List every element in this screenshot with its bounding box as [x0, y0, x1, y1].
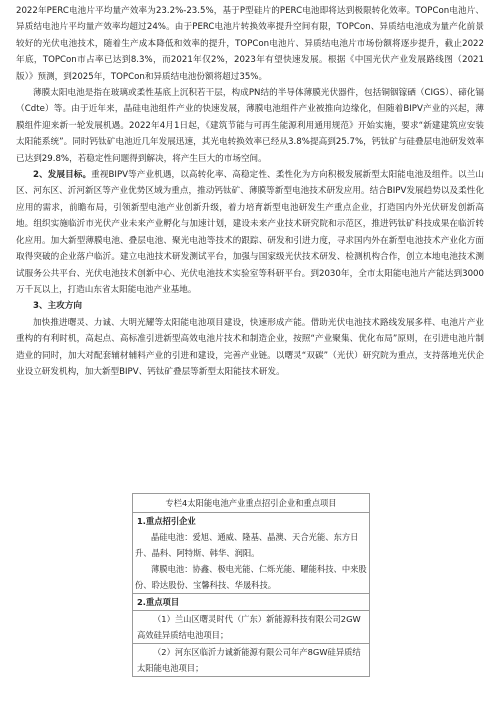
goals-text: 重视BIPV等产业机遇，以高转化率、高稳定性、柔性化为方向积极发展新型太阳能电池及组件。以兰山区、河东区、沂河新区等产业优势区域为重点，推动钙钛矿、薄膜等新型电池技术研发应用。结合BIPV发展趋势以及柔性化应用的需求，前瞻布局，引领新型电池产业创新升级，着力培育新型电池研发生产重点企业，打造国内外光伏研发创新高地。组织实施临沂市光伏产业未来产业孵化与加速计划，建设未来产业技术研究院和示范区，推进钙钛矿科技成果在临沂转化应用。加大新型薄膜电池、叠层电池、聚光电池等技术的跟踪、研发和引进力度，寻求国内外在新型电池技术产业化方面取得突破的企业落户临沂。建立电池技术研发测试平台，加强与国家级光伏技术研发、检测机构合作，创立本地电池技术测试服务公共平台、光伏电池技术创新中心、光伏电池技术实验室等科研平台。到2030年，全市太阳能电池片产能达到3000万千瓦以上，打造山东省太阳能电池产业基地。: [16, 170, 484, 295]
crystalline-enterprises: 晶硅电池：爱旭、通威、隆基、晶澳、天合光能、东方日升、晶科、阿特斯、韩华、润阳。: [135, 532, 359, 558]
box-title: 专栏4太阳能电池产业重点招引企业和重点项目: [133, 494, 369, 513]
heading-main-direction: 3、主攻方向: [33, 301, 82, 312]
project-item-1: （1）兰山区曙灵时代（广东）新能源科技有限公司2GW高效硅异质结电池项目；: [133, 610, 369, 643]
paragraph-main-direction: 加快推进曙灵、力诚、大明光耀等太阳能电池项目建设，快速形成产能。借助光伏电池技术路线发展多样、电池片产业重构的有利时机，高起点、高标准引进新型高效电池片技术和制造企业，按照“产业聚集、优化布局”原则，在引进电池片制造业的同时，加大对配套辅材辅料产业的引进和建设，完善产业链。以曙灵“双碳”（光伏）研究院为重点，支持落地光伏企业设立研发机构，加大新型BIPV、钙钛矿叠层等新型太阳能技术研发。: [16, 317, 484, 377]
column-box: [132, 493, 370, 677]
section-key-projects: 2.重点项目: [133, 593, 369, 610]
paragraph-development-goals: [16, 167, 484, 298]
project-item-2: （2）河东区临沂力诚新能源有限公司年产8GW硅异质结太阳能电池项目；: [133, 643, 369, 676]
goals-heading: 2、发展目标。: [33, 170, 92, 181]
section-key-enterprises: 1.重点招引企业: [137, 516, 196, 526]
paragraph-thin-film: 薄膜太阳电池是指在玻璃或柔性基底上沉积若干层，构成PN结的半导体薄膜光伏器件，包括铜铟镓硒（CIGS）、碲化镉（Cdte）等。由于近年来，晶硅电池组件产业的快速发展，薄膜电池组件产业被推向边缘化，但随着BIPV产业的兴起，薄膜组件迎来新一轮发展机遇。2022年4月1日起，《建筑节能与可再生能源利用通用规范》开始实施，要求“新建建筑应安装太阳能系统”。同时钙钛矿电池近几年发展迅速，其光电转换效率已经从3.8%提高到25.7%，钙钛矿与硅叠层电池研发效率已达到29.8%，若稳定性问题得到解决，将产生巨大的市场空间。: [16, 88, 484, 164]
box-body: [133, 513, 369, 676]
thinfilm-enterprises: 薄膜电池：协鑫、极电光能、仁烁光能、曜能科技、中来股份、聆达股份、宝馨科技、华晟科技。: [135, 564, 367, 590]
paragraph-perc-efficiency: 2022年PERC电池片平均量产效率为23.2%-23.5%，基于P型硅片的PERC电池即将达到极限转化效率。TOPCon电池片、异质结电池片平均量产效率均超过24%。由于PERC电池片转换效率提升空间有限，TOPCon、异质结电池成为量产化前景较好的光伏电池技术，随着生产成本降低和效率的提升，TOPCon电池片、异质结电池片市场份额将逐步提升，截止2022年底，TOPCon市占率已达到8.3%，而2021年仅2%，2023年有望快速发展。根据《中国光伏产业发展路线图（2021版）》预测，到2025年，TOPCon和异质结电池份额将超过35%。: [16, 6, 484, 82]
